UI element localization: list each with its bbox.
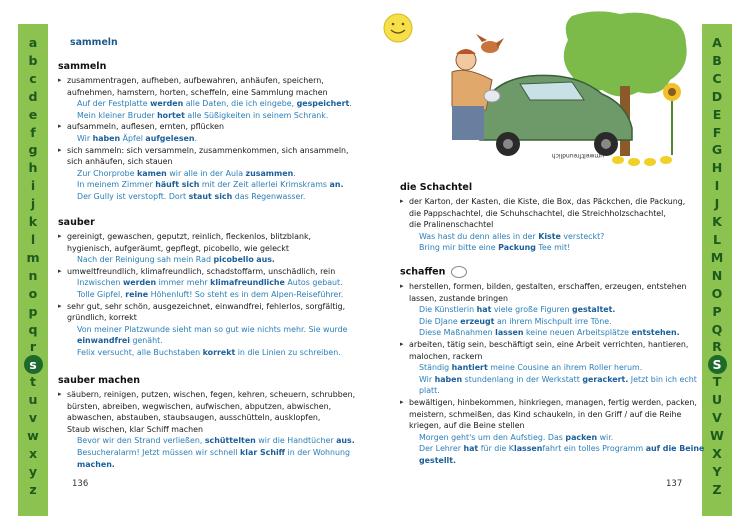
example-sentence: Auf der Festplatte werden alle Daten, die ich eingebe, gespeichert. bbox=[77, 99, 352, 109]
synonym-line: ▸ gereinigt, gewaschen, geputzt, reinlich, fleckenlos, blitzblank, bbox=[58, 231, 347, 243]
synonym-line: ▸ säubern, reinigen, putzen, wischen, fegen, kehren, scheuern, schrubben, bbox=[58, 389, 355, 401]
synonym-line: ▸ der Karton, der Kasten, die Kiste, die Box, das Päckchen, die Packung, bbox=[400, 196, 685, 208]
synonym-line: ▸ aufsammeln, auflesen, ernten, pflücken bbox=[58, 121, 352, 133]
example-sentence: Der Lehrer hat für die Klassenfahrt ein tolles Programm auf die Beine bbox=[419, 444, 705, 454]
tab-letter: E bbox=[712, 106, 722, 122]
synonym-line: die Pappschachtel, die Schuhschachtel, die Streichholzschachtel, bbox=[409, 208, 666, 218]
synonym-line: bürsten, abreiben, wegwischen, aufwischen, abputzen, abwischen, bbox=[67, 401, 332, 411]
example-sentence: Besucheralarm! Jetzt müssen wir schnell klar Schiff in der Wohnung bbox=[77, 447, 351, 457]
synonym-line: aufnehmen, hamstern, horten, scheffeln, eine Sammlung machen bbox=[67, 87, 328, 97]
tab-letter: P bbox=[712, 303, 722, 319]
tab-letter: j bbox=[30, 196, 36, 212]
tab-letter: x bbox=[28, 445, 38, 461]
alphabet-tab-right bbox=[702, 24, 732, 516]
tab-letter: O bbox=[711, 285, 723, 301]
example-sentence: Was hast du denn alles in der Kiste versteckt? bbox=[419, 231, 605, 241]
synonym-line: ▸ bewältigen, hinbekommen, hinkriegen, managen, fertig werden, packen, bbox=[400, 397, 704, 409]
tab-letter: f bbox=[30, 124, 36, 140]
tab-letter: e bbox=[28, 106, 38, 122]
tab-letter: M bbox=[710, 249, 724, 265]
synonym-line: ▸ sich sammeln: sich versammeln, zusammenkommen, sich ansammeln, bbox=[58, 145, 352, 157]
tab-letter: G bbox=[711, 142, 723, 158]
synonym-line: sich anhäufen, sich stauen bbox=[67, 157, 173, 167]
tab-letter: X bbox=[712, 445, 722, 461]
example-sentence: Bring mir bitte eine Packung Tee mit! bbox=[419, 243, 571, 253]
tab-letter: z bbox=[29, 481, 37, 497]
tab-letter: Y bbox=[712, 463, 722, 479]
tab-letter: m bbox=[26, 249, 40, 265]
tab-letter: n bbox=[28, 267, 38, 283]
example-sentence: Ständig hantiert meine Cousine an ihrem Roller herum. bbox=[419, 363, 643, 373]
example-sentence: Morgen geht's um den Aufstieg. Das packen wir. bbox=[419, 432, 614, 442]
example-sentence: Felix versucht, alle Buchstaben korrekt in die Linien zu schreiben. bbox=[77, 347, 341, 357]
speech-bubble-icon bbox=[451, 266, 467, 278]
synonym-line: Staub wischen, klar Schiff machen bbox=[67, 424, 203, 434]
tab-letter: k bbox=[28, 214, 38, 230]
synonym-line: lassen, zustande bringen bbox=[409, 293, 508, 303]
tab-letter: t bbox=[29, 374, 37, 390]
dictionary-entry bbox=[58, 61, 352, 203]
synonym-line: ▸ herstellen, formen, bilden, gestalten, erschaffen, erzeugen, entstehen bbox=[400, 281, 704, 293]
synonym-line: abwaschen, abstauben, staubsaugen, ausschütteln, ausklopfen, bbox=[67, 413, 321, 423]
example-sentence: Die DJane erzeugt an ihrem Mischpult irre Töne. bbox=[419, 316, 612, 326]
example-sentence: Tolle Gipfel, reine Höhenluft! So steht es in dem Alpen-Reiseführer. bbox=[77, 289, 344, 299]
tab-letter: y bbox=[28, 463, 38, 479]
tab-letter: I bbox=[714, 178, 720, 194]
tab-letter: Z bbox=[712, 481, 722, 497]
tab-letter: v bbox=[28, 410, 38, 426]
running-head: sammeln bbox=[70, 37, 118, 48]
example-sentence: einwandfrei genäht. bbox=[77, 336, 163, 346]
synonym-line: ▸ zusammentragen, aufheben, aufbewahren, anhäufen, speichern, bbox=[58, 75, 352, 87]
tab-letter: A bbox=[712, 35, 722, 50]
tab-letter: u bbox=[28, 392, 38, 408]
tab-letter: q bbox=[28, 321, 38, 337]
example-sentence: Wir haben stundenlang in der Werkstatt gerackert. Jetzt bin ich echt bbox=[419, 374, 697, 384]
example-sentence: Inzwischen werden immer mehr klimafreundliche Autos gebaut. bbox=[77, 278, 343, 288]
tab-letter: i bbox=[30, 178, 36, 194]
tab-letter: U bbox=[711, 392, 723, 408]
tab-letter: g bbox=[28, 142, 38, 158]
tab-letter: h bbox=[28, 160, 38, 176]
tab-letter: b bbox=[28, 52, 38, 68]
example-sentence: Nach der Reinigung sah mein Rad picobello aus. bbox=[77, 255, 275, 265]
synonym-line: ▸ umweltfreundlich, klimafreundlich, schadstoffarm, unschädlich, rein bbox=[58, 266, 347, 278]
tab-letter: L bbox=[712, 231, 722, 247]
illustration-caption: umweltfreundlich bbox=[551, 152, 604, 159]
tab-letter-active: S bbox=[708, 355, 727, 374]
tab-letter: r bbox=[29, 339, 37, 355]
tab-letter: l bbox=[30, 231, 36, 247]
entry-headword: schaffen bbox=[400, 266, 704, 278]
illustration-car-washing bbox=[380, 10, 690, 175]
example-sentence: platt. bbox=[419, 386, 440, 396]
tab-letter: d bbox=[28, 88, 38, 104]
tab-letter: F bbox=[712, 124, 722, 140]
tab-letter: K bbox=[712, 214, 722, 230]
bird-icon bbox=[476, 34, 504, 53]
synonym-line: gründlich, korrekt bbox=[67, 313, 137, 323]
tab-letter: D bbox=[711, 88, 723, 104]
tab-letter: C bbox=[712, 70, 722, 86]
synonym-line: die Pralinenschachtel bbox=[409, 220, 494, 230]
tab-letter: N bbox=[711, 267, 723, 283]
ducklings-illustration bbox=[612, 156, 672, 166]
synonym-line: hygienisch, aufgeräumt, gepflegt, picobello, wie geleckt bbox=[67, 243, 289, 253]
example-sentence: Mein kleiner Bruder hortet alle Süßigkeiten in seinem Schrank. bbox=[77, 110, 329, 120]
sunflower-icon bbox=[663, 83, 681, 155]
tab-letter: V bbox=[712, 410, 722, 426]
tab-letter: Q bbox=[711, 321, 723, 337]
example-sentence: machen. bbox=[77, 459, 115, 469]
dictionary-entry bbox=[400, 182, 685, 254]
entry-headword: sammeln bbox=[58, 61, 107, 72]
synonym-line: ▸ sehr gut, sehr schön, ausgezeichnet, einwandfrei, fehlerlos, sorgfältig, bbox=[58, 301, 347, 313]
alphabet-tab-left bbox=[18, 24, 48, 516]
tab-letter: p bbox=[28, 303, 38, 319]
dictionary-entry bbox=[400, 266, 704, 467]
tab-letter-list bbox=[18, 34, 48, 499]
tab-letter: c bbox=[29, 70, 37, 86]
dictionary-entry bbox=[58, 217, 347, 359]
example-sentence: In meinem Zimmer häuft sich mit der Zeit allerlei Krimskrams an. bbox=[77, 180, 344, 190]
tab-letter: H bbox=[711, 160, 723, 176]
page-number-left: 136 bbox=[72, 479, 89, 489]
entry-headword: sauber machen bbox=[58, 375, 140, 386]
tab-letter: R bbox=[712, 339, 722, 355]
example-sentence: Zur Chorprobe kamen wir alle in der Aula zusammen. bbox=[77, 168, 296, 178]
tab-letter: a bbox=[28, 35, 38, 50]
page-number-right: 137 bbox=[666, 479, 683, 489]
entry-headword: die Schachtel bbox=[400, 182, 473, 193]
synonym-line: malochen, rackern bbox=[409, 351, 483, 361]
tab-letter-list bbox=[702, 34, 732, 499]
synonym-line: kriegen, auf die Beine stellen bbox=[409, 421, 525, 431]
example-sentence: Von meiner Platzwunde sieht man so gut wie nichts mehr. Sie wurde bbox=[77, 324, 348, 334]
example-sentence: Wir haben Äpfel aufgelesen. bbox=[77, 133, 198, 143]
tab-letter: w bbox=[27, 428, 39, 444]
tab-letter-active: s bbox=[24, 355, 43, 374]
example-sentence: Bevor wir den Strand verließen, schüttelten wir die Handtücher aus. bbox=[77, 436, 355, 446]
synonym-line: ▸ arbeiten, tätig sein, beschäftigt sein, eine Arbeit verrichten, hantieren, bbox=[400, 339, 704, 351]
tab-letter: o bbox=[28, 285, 38, 301]
entry-headword: sauber bbox=[58, 217, 95, 228]
tab-letter: J bbox=[714, 196, 720, 212]
example-sentence: Die Künstlerin hat viele große Figuren gestaltet. bbox=[419, 305, 616, 315]
tab-letter: W bbox=[710, 428, 724, 444]
dictionary-entry bbox=[58, 375, 355, 470]
example-sentence: gestellt. bbox=[419, 455, 456, 465]
tab-letter: T bbox=[712, 374, 722, 390]
example-sentence: Diese Maßnahmen lassen keine neuen Arbeitsplätze entstehen. bbox=[419, 328, 680, 338]
example-sentence: Der Gully ist verstopft. Dort staut sich das Regenwasser. bbox=[77, 191, 306, 201]
tab-letter: B bbox=[712, 52, 722, 68]
sun-icon bbox=[384, 14, 412, 42]
synonym-line: meistern, schmeißen, das Kind schaukeln, in den Griff / auf die Reihe bbox=[409, 409, 682, 419]
